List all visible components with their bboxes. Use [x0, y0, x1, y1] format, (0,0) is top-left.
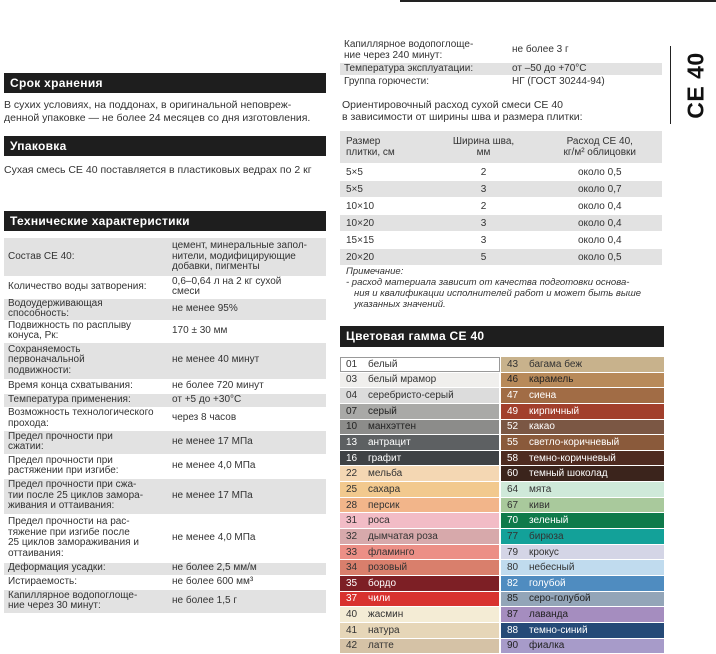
- color-name: жасмин: [368, 609, 404, 621]
- text-line: 0,6–0,64 л на 2 кг сухой: [172, 275, 282, 287]
- color-name: антрацит: [368, 437, 411, 449]
- consumption-row: [340, 232, 662, 249]
- text-line: 25 циклов замораживания и: [8, 537, 139, 548]
- color-name: графит: [368, 452, 402, 464]
- spec-row: [4, 478, 326, 514]
- colors-heading: Цветовая гамма CE 40: [340, 326, 664, 347]
- storage-heading: Срок хранения: [4, 73, 326, 93]
- consumption-title-line: в зависимости от ширины шва и размера плитки:: [342, 111, 583, 123]
- note-line: ния и квалификации исполнителей работ и может быть выше: [354, 288, 642, 299]
- spec-value: [162, 320, 326, 342]
- spec-row: [4, 589, 326, 613]
- color-swatch: [340, 575, 500, 591]
- color-swatch: [340, 419, 500, 435]
- text-line: прохода:: [8, 417, 49, 429]
- consumption-title-line: Ориентировочный расход сухой смеси CE 40: [342, 99, 564, 111]
- color-name: манхэттен: [368, 421, 416, 433]
- consumption-cell: 3: [430, 215, 538, 232]
- top-spec-label: [340, 75, 508, 88]
- text-line: Предел прочности на рас-: [8, 516, 130, 527]
- color-name: крокус: [529, 546, 559, 558]
- spec-row: [4, 276, 326, 298]
- text-line: Состав CE 40:: [8, 250, 75, 262]
- color-swatch: [340, 466, 500, 482]
- color-name: темно-коричневый: [529, 452, 616, 464]
- color-swatch: [340, 497, 500, 513]
- text-line: Предел прочности при: [8, 430, 113, 442]
- consumption-note: [346, 266, 666, 310]
- color-name: розовый: [368, 562, 408, 574]
- color-swatch: [500, 497, 664, 513]
- color-row: [340, 497, 664, 513]
- storage-text: [4, 99, 326, 125]
- spec-value: [162, 407, 326, 430]
- spec-label: [4, 478, 162, 514]
- text-line: Деформация усадки:: [8, 562, 106, 574]
- specs-table: [4, 238, 326, 614]
- text-line: сжатии:: [8, 441, 44, 452]
- color-code: 33: [346, 546, 358, 558]
- spec-label: [4, 320, 162, 342]
- color-swatch: [500, 357, 664, 372]
- spec-label: [4, 298, 162, 320]
- spec-label: [4, 514, 162, 562]
- consumption-cell: 3: [430, 232, 538, 249]
- text-line: цемент, минеральные запол-: [172, 240, 307, 251]
- color-name: мельба: [368, 468, 403, 480]
- spec-label: [4, 454, 162, 478]
- spec-row: [4, 430, 326, 454]
- consumption-table: [340, 131, 662, 266]
- color-code: 80: [507, 562, 519, 574]
- spec-value: [162, 514, 326, 562]
- color-name: кирпичный: [529, 405, 580, 417]
- top-spec-row: [340, 62, 662, 75]
- color-name: карамель: [529, 374, 574, 386]
- consumption-header-cell: [430, 131, 538, 164]
- text-line: Истираемость:: [8, 575, 78, 587]
- brand-label: [678, 48, 714, 122]
- color-name: персик: [368, 499, 400, 511]
- color-swatch: [340, 544, 500, 560]
- color-code: 49: [507, 405, 519, 417]
- color-code: 25: [346, 483, 358, 495]
- spec-value: [162, 454, 326, 478]
- spec-value: [162, 379, 326, 393]
- brand-divider: [670, 46, 671, 124]
- color-name: латте: [368, 640, 394, 652]
- color-swatch: [340, 591, 500, 607]
- text-line: способность:: [8, 308, 70, 319]
- color-swatch: [340, 638, 500, 654]
- spec-value: [162, 298, 326, 320]
- color-code: 70: [507, 515, 519, 527]
- text-line: плитки, см: [346, 147, 395, 158]
- color-row: [340, 466, 664, 482]
- color-code: 67: [507, 499, 519, 511]
- consumption-cell: около 0,4: [538, 215, 662, 232]
- color-name: натура: [368, 624, 400, 636]
- color-code: 32: [346, 530, 358, 542]
- top-spec-label: [340, 62, 508, 75]
- color-swatch: [500, 544, 664, 560]
- text-line: Предел прочности при сжа-: [8, 479, 137, 491]
- color-swatch: [500, 450, 664, 466]
- color-swatch: [340, 529, 500, 545]
- spec-row: [4, 454, 326, 478]
- text-line: не более 2,5 мм/м: [172, 562, 257, 574]
- color-swatch: [500, 513, 664, 529]
- spec-label: [4, 430, 162, 454]
- text-line: Количество воды затворения:: [8, 280, 147, 292]
- spec-row: [4, 238, 326, 276]
- consumption-cell: около 0,7: [538, 181, 662, 198]
- consumption-row: [340, 164, 662, 181]
- color-row: [340, 403, 664, 419]
- color-row: [340, 544, 664, 560]
- color-code: 87: [507, 609, 519, 621]
- color-name: чили: [368, 593, 391, 605]
- color-swatch: [340, 622, 500, 638]
- color-swatch: [500, 372, 664, 388]
- spec-value: [162, 430, 326, 454]
- text-line: Водоудерживающая: [8, 297, 103, 309]
- spec-label: [4, 238, 162, 276]
- color-code: 35: [346, 577, 358, 589]
- consumption-heading: [342, 99, 664, 123]
- spec-label: [4, 407, 162, 430]
- text-line: Капиллярное водопоглоще-: [8, 589, 138, 601]
- spec-value: [162, 393, 326, 407]
- color-code: 04: [346, 390, 358, 402]
- color-swatch: [500, 482, 664, 498]
- color-name: дымчатая роза: [368, 530, 438, 542]
- spec-label: [4, 393, 162, 407]
- consumption-cell: 20×20: [340, 249, 430, 266]
- consumption-cell: 15×15: [340, 232, 430, 249]
- color-swatch: [500, 575, 664, 591]
- color-name: белый: [368, 358, 398, 370]
- spec-value: [162, 589, 326, 613]
- color-row: [340, 622, 664, 638]
- color-code: 40: [346, 609, 358, 621]
- color-swatch: [340, 482, 500, 498]
- color-name: роса: [368, 515, 390, 527]
- text-line: кг/м² облицовки: [563, 147, 637, 158]
- color-code: 47: [507, 390, 519, 402]
- color-swatch: [500, 403, 664, 419]
- consumption-cell: около 0,4: [538, 232, 662, 249]
- text-line: первоначальной: [8, 354, 85, 366]
- color-row: [340, 388, 664, 404]
- color-name: киви: [529, 499, 550, 511]
- text-line: Ширина шва,: [452, 136, 515, 147]
- spec-label: [4, 575, 162, 589]
- brand-text: CE 40: [682, 51, 709, 119]
- color-name: багама беж: [529, 358, 583, 370]
- consumption-header-row: [340, 131, 662, 164]
- color-name: белый мрамор: [368, 374, 437, 386]
- top-spec-label: [340, 38, 508, 62]
- text-line: 170 ± 30 мм: [172, 324, 228, 336]
- color-swatch: [500, 388, 664, 404]
- color-code: 07: [346, 405, 358, 417]
- consumption-header-cell: [538, 131, 662, 164]
- spec-row: [4, 393, 326, 407]
- spec-value: [162, 562, 326, 575]
- color-code: 79: [507, 546, 519, 558]
- spec-row: [4, 575, 326, 589]
- color-swatch: [500, 591, 664, 607]
- color-row: [340, 529, 664, 545]
- text-line: тии после 25 циклов заморa-: [8, 489, 144, 501]
- spec-label: [4, 342, 162, 379]
- top-spec-row: [340, 75, 662, 88]
- consumption-row: [340, 198, 662, 215]
- note-line: указанных значений.: [354, 299, 446, 310]
- spec-label: [4, 276, 162, 298]
- spec-row: [4, 298, 326, 320]
- color-name: бордо: [368, 577, 397, 589]
- text-line: через 8 часов: [172, 412, 237, 424]
- color-code: 37: [346, 593, 358, 605]
- color-name: светло-коричневый: [529, 437, 620, 449]
- color-palette-table: [340, 357, 664, 654]
- packaging-heading: Упаковка: [4, 136, 326, 156]
- color-code: 10: [346, 421, 358, 433]
- text-line: оттаивания:: [8, 547, 64, 559]
- color-swatch: [340, 372, 500, 388]
- spec-value: [162, 238, 326, 276]
- spec-value: [162, 276, 326, 298]
- text-line: не более 600 мм³: [172, 575, 254, 587]
- color-swatch: [500, 435, 664, 451]
- color-row: [340, 638, 664, 654]
- color-code: 58: [507, 452, 519, 464]
- text-line: Расход CE 40,: [566, 136, 633, 147]
- color-code: 16: [346, 452, 358, 464]
- text-line: Размер: [346, 136, 381, 147]
- consumption-cell: около 0,5: [538, 249, 662, 266]
- color-swatch: [340, 607, 500, 623]
- color-name: серый: [368, 405, 397, 417]
- spec-row: [4, 514, 326, 562]
- text-line: Предел прочности при: [8, 454, 113, 466]
- text-line: не менее 17 МПа: [172, 489, 253, 501]
- text-line: не более 1,5 г: [172, 594, 237, 606]
- text-line: не менее 40 минут: [172, 354, 260, 366]
- color-code: 82: [507, 577, 519, 589]
- color-code: 77: [507, 530, 519, 542]
- color-row: [340, 607, 664, 623]
- text-line: Группа горючести:: [344, 76, 430, 87]
- spec-value: [162, 478, 326, 514]
- color-swatch: [500, 560, 664, 576]
- consumption-cell: 5: [430, 249, 538, 266]
- color-swatch: [500, 529, 664, 545]
- consumption-row: [340, 249, 662, 266]
- color-code: 55: [507, 437, 519, 449]
- color-name: голубой: [529, 577, 566, 589]
- storage-line: денной упаковке — не более 24 месяцев со дня изготовления.: [4, 112, 311, 124]
- packaging-text: Сухая смесь CE 40 поставляется в пластиковых ведрах по 2 кг: [4, 164, 312, 176]
- color-swatch: [340, 435, 500, 451]
- text-line: добавки, пигменты: [172, 261, 260, 272]
- text-line: Подвижность по расплыву: [8, 319, 132, 331]
- color-code: 41: [346, 624, 358, 636]
- spec-value: [162, 575, 326, 589]
- spec-label: [4, 562, 162, 575]
- color-name: лаванда: [529, 609, 569, 621]
- color-code: 13: [346, 437, 358, 449]
- text-line: тяжение при изгибе после: [8, 526, 130, 538]
- specs-heading: Технические характеристики: [4, 211, 326, 231]
- color-name: фиалка: [529, 640, 565, 652]
- consumption-cell: 5×5: [340, 164, 430, 181]
- consumption-cell: 3: [430, 181, 538, 198]
- spec-label: [4, 379, 162, 393]
- spec-label: [4, 589, 162, 613]
- color-swatch: [500, 622, 664, 638]
- color-code: 28: [346, 499, 358, 511]
- spec-row: [4, 342, 326, 379]
- color-code: 01: [346, 358, 358, 370]
- text-line: подвижности:: [8, 364, 72, 376]
- text-line: смеси: [172, 286, 201, 297]
- color-row: [340, 419, 664, 435]
- storage-line: В сухих условиях, на поддонах, в оригинальной неповреж-: [4, 99, 292, 111]
- text-line: не более 720 минут: [172, 379, 264, 391]
- color-swatch: [340, 513, 500, 529]
- color-code: 31: [346, 515, 358, 527]
- color-code: 43: [507, 358, 519, 370]
- color-swatch: [340, 388, 500, 404]
- color-row: [340, 560, 664, 576]
- color-code: 42: [346, 640, 358, 652]
- text-line: Температура эксплуатации:: [344, 63, 474, 74]
- color-name: серо-голубой: [529, 593, 591, 605]
- consumption-cell: 2: [430, 198, 538, 215]
- consumption-header-cell: [340, 131, 430, 164]
- color-swatch: [500, 607, 664, 623]
- color-name: бирюза: [529, 530, 564, 542]
- spec-row: [4, 379, 326, 393]
- note-text: [346, 277, 666, 310]
- text-line: мм: [476, 147, 491, 158]
- color-row: [340, 591, 664, 607]
- consumption-cell: 5×5: [340, 181, 430, 198]
- color-code: 85: [507, 593, 519, 605]
- color-code: 64: [507, 483, 519, 495]
- consumption-cell: 2: [430, 164, 538, 181]
- text-line: живания и оттаивания:: [8, 500, 115, 512]
- top-specs-table: [340, 38, 662, 89]
- color-row: [340, 372, 664, 388]
- text-line: Время конца схватывания:: [8, 379, 133, 391]
- text-line: Температура применения:: [8, 393, 131, 405]
- text-line: растяжении при изгибе:: [8, 465, 119, 476]
- color-row: [340, 513, 664, 529]
- text-line: не менее 95%: [172, 302, 238, 314]
- spec-value: [162, 342, 326, 379]
- color-name: сахара: [368, 483, 401, 495]
- color-code: 34: [346, 562, 358, 574]
- color-swatch: [340, 357, 500, 372]
- color-row: [340, 435, 664, 451]
- top-spec-row: [340, 38, 662, 62]
- color-swatch: [340, 560, 500, 576]
- consumption-row: [340, 215, 662, 232]
- text-line: Капиллярное водопоглоще-: [344, 38, 474, 50]
- text-line: от +5 до +30°C: [172, 393, 242, 405]
- color-swatch: [340, 450, 500, 466]
- color-code: 22: [346, 468, 358, 480]
- consumption-cell: около 0,4: [538, 198, 662, 215]
- note-title: Примечание:: [346, 266, 404, 277]
- color-name: темный шоколад: [529, 468, 608, 480]
- color-name: темно-синий: [529, 624, 588, 636]
- color-name: зеленый: [529, 515, 569, 527]
- text-line: ние через 30 минут:: [8, 600, 101, 611]
- text-line: Возможность технологического: [8, 407, 154, 418]
- consumption-cell: около 0,5: [538, 164, 662, 181]
- color-swatch: [500, 638, 664, 654]
- color-swatch: [500, 419, 664, 435]
- color-name: небесный: [529, 562, 575, 574]
- top-spec-value: НГ (ГОСТ 30244-94): [508, 75, 662, 88]
- color-name: фламинго: [368, 546, 415, 558]
- color-code: 52: [507, 421, 519, 433]
- color-name: мята: [529, 483, 552, 495]
- note-line: - расход материала зависит от качества подготовки основа-: [346, 277, 630, 288]
- spec-row: [4, 562, 326, 575]
- spec-row: [4, 407, 326, 430]
- top-spec-value: не более 3 г: [508, 38, 662, 62]
- color-name: серебристо-серый: [368, 390, 454, 402]
- text-line: не менее 17 МПа: [172, 435, 253, 447]
- color-row: [340, 357, 664, 372]
- color-code: 88: [507, 624, 519, 636]
- text-line: конуса, Pк:: [8, 330, 59, 341]
- text-line: ние через 240 минут:: [344, 49, 443, 61]
- color-row: [340, 482, 664, 498]
- consumption-row: [340, 181, 662, 198]
- text-line: не менее 4,0 МПа: [172, 459, 256, 471]
- color-swatch: [500, 466, 664, 482]
- color-row: [340, 575, 664, 591]
- color-name: сиена: [529, 390, 557, 402]
- color-code: 46: [507, 374, 519, 386]
- color-swatch: [340, 403, 500, 419]
- text-line: не менее 4,0 МПа: [172, 531, 256, 543]
- consumption-cell: 10×10: [340, 198, 430, 215]
- spec-row: [4, 320, 326, 342]
- color-code: 03: [346, 374, 358, 386]
- text-line: Сохраняемость: [8, 343, 81, 355]
- text-line: нители, модифицирующие: [172, 250, 296, 262]
- color-code: 60: [507, 468, 519, 480]
- top-rule: [400, 0, 716, 2]
- color-row: [340, 450, 664, 466]
- color-name: какао: [529, 421, 555, 433]
- color-code: 90: [507, 640, 519, 652]
- top-spec-value: от –50 до +70°C: [508, 62, 662, 75]
- consumption-cell: 10×20: [340, 215, 430, 232]
